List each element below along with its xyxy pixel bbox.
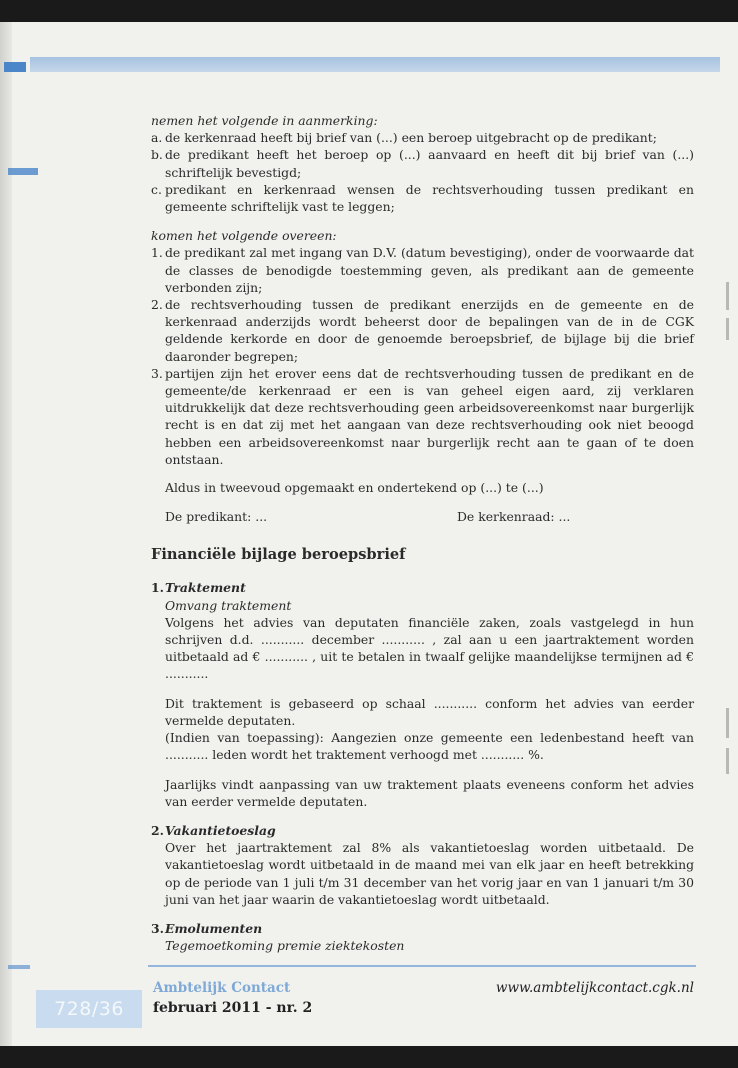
document-body — [151, 112, 694, 954]
list-item: 1. de predikant zal met ingang van D.V. (datum bevestiging), onder de voorwaarde dat de classes de benodigde toestemming geven, als predikant aan de gemeente verbonden zijn; — [151, 245, 694, 295]
signing-statement: Aldus in tweevoud opgemaakt en ondertekend op (...) te (...) — [165, 480, 544, 496]
section-paragraph: Over het jaartraktement zal 8% als vakantietoeslag worden uitbetaald. De vakantietoeslag wordt uitbetaald in de maand mei van elk jaar en heeft betrekking op de periode van 1 juli t/m 31 december van het vorig jaar en van 1 januari t/m 30 juni van het jaar waarin de vakantietoeslag wordt uitbetaald. — [165, 840, 694, 907]
appendix-section: 1. Traktement Omvang traktement Volgens het advies van deputaten financiële zaken, zoals vastgelegd in hun schrijven d.d. ........... december ........... , zal aan u een jaartraktement worden uitbetaald ad € ........... , uit te betalen in twaalf gelijke maandelijkse termijnen ad € ........... Dit traktement is gebaseerd op schaal ........... conform het advies van eerder vermelde deputaten. (Indien van toepassing): Aangezien onze gemeente een ledenbestand heeft van ........... leden wordt het traktement verhoogd met ........... %. Jaarlijks vindt aanpassing van uw traktement plaats eveneens conform het advies van eerder vermelde deputaten. — [151, 580, 694, 809]
header-bar — [30, 57, 720, 72]
margin-mark — [8, 168, 38, 175]
intro-heading: nemen het volgende in aanmerking: — [151, 113, 378, 128]
list-item-text: de kerkenraad heeft bij brief van (...) een beroep uitgebracht op de predikant; — [165, 130, 657, 146]
sign-predikant: De predikant: ... — [165, 509, 268, 525]
section-title: Vakantietoeslag — [165, 822, 276, 838]
list-item-text: de rechtsverhouding tussen de predikant enerzijds en de gemeente en de kerkenraad anderzijds wordt beheerst door de bepalingen van de in de CGK geldende kerkorde en door de genoemde beroepsbrief, de bijlage bij die brief daaronder begrepen; — [165, 297, 694, 364]
list-item-text: partijen zijn het erover eens dat de rechtsverhouding tussen de predikant en de gemeente/de kerkenraad er een is van geheel eigen aard, zij verklaren uitdrukkelijk dat deze rechtsverhouding geen arbeidsovereenkomst naar burgerlijk recht is en dat zij met het aangaan van deze rechtsverhouding ook niet beoogd hebben een arbeidsovereenkomst naar burgerlijk recht aan te gaan of te doen ontstaan. — [165, 365, 694, 467]
margin-mark — [4, 62, 26, 72]
binding-edge — [0, 22, 12, 1046]
section-paragraph: Jaarlijks vindt aanpassing van uw traktement plaats eveneens conform het advies van eerder vermelde deputaten. — [165, 776, 694, 809]
appendix-section: 3. Emolumenten Tegemoetkoming premie ziektekosten — [151, 920, 694, 954]
appendix-title: Financiële bijlage beroepsbrief — [151, 546, 406, 564]
intro-list — [151, 129, 694, 215]
signature-line — [151, 508, 694, 525]
bleed-mark — [726, 282, 729, 310]
list-item: b. de predikant heeft het beroep op (...) aanvaard en heeft dit bij brief van (...) schriftelijk bevestigd; — [151, 147, 694, 180]
list-item-text: de predikant zal met ingang van D.V. (datum bevestiging), onder de voorwaarde dat de classes de benodigde toestemming geven, als predikant aan de gemeente verbonden zijn; — [165, 245, 694, 295]
bleed-mark — [726, 318, 729, 340]
footer-url: www.ambtelijkcontact.cgk.nl — [495, 980, 694, 996]
section-subtitle: Tegemoetkoming premie ziektekosten — [165, 938, 405, 954]
list-item: c. predikant en kerkenraad wensen de rechtsverhouding tussen predikant en gemeente schriftelijk vast te leggen; — [151, 181, 694, 215]
section-paragraph: Volgens het advies van deputaten financiële zaken, zoals vastgelegd in hun schrijven d.d. ........... december ........... , zal aan u een jaartraktement worden uitbetaald ad € ........... , uit te betalen in twaalf gelijke maandelijkse termijnen ad € ........... — [165, 614, 694, 682]
bleed-mark — [726, 708, 729, 738]
section-subtitle: Omvang traktement — [165, 597, 292, 613]
list-item-text: de predikant heeft het beroep op (...) aanvaard en heeft dit bij brief van (...) schriftelijk bevestigd; — [165, 147, 694, 180]
footer-rule — [148, 965, 696, 967]
list-item: 3. partijen zijn het erover eens dat de rechtsverhouding tussen de predikant en de gemeente/de kerkenraad er een is van geheel eigen aard, zij verklaren uitdrukkelijk dat deze rechtsverhouding geen arbeidsovereenkomst naar burgerlijk recht is en dat zij met het aangaan van deze rechtsverhouding ook niet beoogd hebben een arbeidsovereenkomst naar burgerlijk recht aan te gaan of te doen ontstaan. — [151, 365, 694, 467]
section-title: Traktement — [165, 580, 246, 596]
footer-issue: februari 2011 - nr. 2 — [153, 1000, 313, 1016]
agreement-heading: komen het volgende overeen: — [151, 228, 337, 244]
bleed-mark — [726, 748, 729, 774]
list-item: 2. de rechtsverhouding tussen de predikant enerzijds en de gemeente en de kerkenraad anderzijds wordt beheerst door de bepalingen van de in de CGK geldende kerkorde en door de genoemde beroepsbrief, de bijlage bij die brief daaronder begrepen; — [151, 297, 694, 364]
section-paragraph: (Indien van toepassing): Aangezien onze gemeente een ledenbestand heeft van ........... leden wordt het traktement verhoogd met ........... %. — [165, 730, 694, 763]
agreement-list — [151, 244, 694, 468]
list-item: a. de kerkenraad heeft bij brief van (...) een beroep uitgebracht op de predikant; — [151, 129, 694, 146]
section-paragraph: Dit traktement is gebaseerd op schaal ........... conform het advies van eerder vermelde deputaten. — [165, 695, 694, 728]
appendix-section: 2. Vakantietoeslag Over het jaartraktement zal 8% als vakantietoeslag worden uitbetaald. De vakantietoeslag wordt uitbetaald in de maand mei van elk jaar en heeft betrekking op de periode van 1 juli t/m 31 december van het vorig jaar en van 1 januari t/m 30 juni van het jaar waarin de vakantietoeslag wordt uitbetaald. — [151, 822, 694, 907]
list-item-text: predikant en kerkenraad wensen de rechtsverhouding tussen predikant en gemeente schriftelijk vast te leggen; — [165, 181, 694, 215]
footer-brand: Ambtelijk Contact — [153, 980, 291, 996]
page-number: 728/36 — [36, 990, 142, 1028]
margin-mark — [8, 965, 30, 969]
sign-kerkenraad: De kerkenraad: ... — [457, 509, 571, 525]
section-title: Emolumenten — [165, 920, 263, 936]
